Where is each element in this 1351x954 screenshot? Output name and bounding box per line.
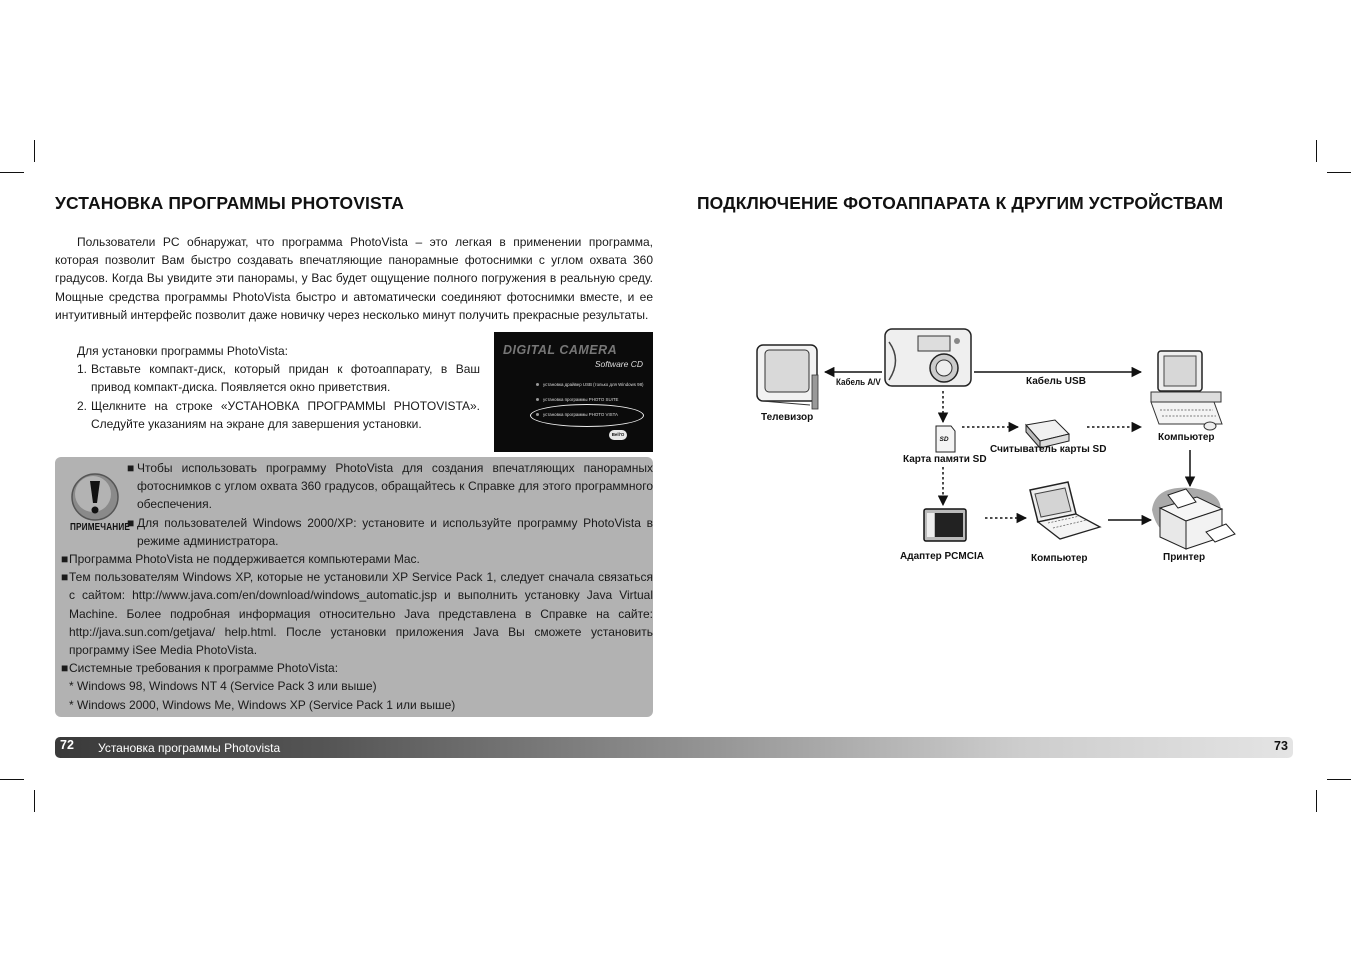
crop-mark [1316, 140, 1317, 162]
cd-menu-item: установка драйвер USB (только для Windows 98) [543, 382, 644, 387]
label-card-reader: Считыватель карты SD [990, 444, 1107, 455]
crop-mark [1327, 779, 1351, 780]
cd-menu-bullet [536, 398, 539, 401]
left-page-number: 72 [60, 738, 74, 752]
install-step [55, 397, 480, 433]
note-label: ПРИМЕЧАНИЕ [70, 521, 131, 533]
crop-mark [1316, 790, 1317, 812]
cd-menu-bullet [536, 383, 539, 386]
sd-logo-text: SD [939, 436, 949, 443]
note-bullet-text: Чтобы использовать программу PhotoVista для создания впечатляющих панорамных фотоснимков с углом охвата 360 градусов, обращайтесь к Справке для этого программного обеспечения. [137, 461, 653, 512]
laptop-icon [1030, 482, 1100, 539]
cd-logo: Bell'O [609, 430, 627, 440]
requirement-line: * Windows 98, Windows NT 4 (Service Pack 3 или выше) [69, 679, 377, 694]
note-bullet [61, 550, 653, 714]
note-bullet-text: Тем пользователям Windows XP, которые не установили XP Service Pack 1, следует сначала связаться с сайтом: http://www.java.com/en/download/windows_automatic.jsp и выполнить установку Java Virtual Machine. Более подробная информация относительно Java представлена в Справке на сайте: http://java.sun.com/getjava/ help.html. После установки приложения Java Вы сможете установить программу iSee Media PhotoVista. [69, 570, 653, 658]
note-bullet-text: Системные требования к программе PhotoVista: [69, 661, 339, 676]
note-bullet [127, 459, 653, 550]
step-text: Вставьте компакт-диск, который придан к фотоаппарату, в Ваш привод компакт-диска. Появляется окно приветствия. [91, 362, 480, 395]
crop-mark [0, 172, 24, 173]
pcmcia-adapter-icon [924, 509, 966, 541]
right-page-title: ПОДКЛЮЧЕНИЕ ФОТОАППАРАТА К ДРУГИМ УСТРОЙСТВАМ [697, 193, 1224, 213]
cd-menu-item: установка программы PHOTO VISTA [543, 412, 618, 417]
cd-title: DIGITAL CAMERA [503, 343, 618, 357]
right-page-number: 73 [1274, 739, 1288, 753]
warning-icon [70, 472, 120, 522]
label-usb-cable: Кабель USB [1026, 376, 1086, 387]
bullet-square-icon: ■ [61, 552, 69, 566]
intro-text: Пользователи PC обнаружат, что программа PhotoVista – это легкая в применении программа, которая позволит Вам быстро создавать впечатляющие панорамные фотоснимки с углом охвата 360 градусов. Когда Вы увидите эти панорамы, у Вас будет ощущение полного погружения в реальную среду. Мощные средства программы PhotoVista быстро и автоматически соединяют фотоснимки вместе, и ее интуитивный интерфейс позволит даже новичку через несколько минут получить прекрасные результаты. [55, 235, 653, 322]
bullet-square-icon: ■ [61, 570, 69, 585]
step-number: 2. [77, 398, 88, 413]
camera-icon [885, 329, 971, 386]
cd-highlight-ring [530, 404, 644, 427]
crop-mark [34, 140, 35, 162]
step-number: 1. [77, 362, 88, 377]
install-lead: Для установки программы PhotoVista: [77, 344, 289, 358]
sd-card-icon [936, 426, 955, 452]
tv-icon [757, 345, 818, 409]
install-step [55, 360, 480, 396]
cd-subtitle: Software CD [594, 359, 643, 369]
label-sd-card: Карта памяти SD [903, 454, 987, 465]
note-bullet-text: Для пользователей Windows 2000/XP: установите и используйте программу PhotoVista в режиме администратора. [137, 515, 653, 548]
bullet-square-icon: ■ [127, 461, 135, 475]
install-steps [55, 342, 480, 433]
step-text: Щелкните на строке «УСТАНОВКА ПРОГРАММЫ PHOTOVISTA». Следуйте указаниям на экране для завершения установки. [91, 398, 480, 431]
note-bullet-text: Программа PhotoVista не поддерживается компьютерами Mac. [69, 552, 420, 566]
bullet-square-icon: ■ [127, 515, 135, 530]
bullet-square-icon: ■ [61, 661, 69, 676]
label-laptop: Компьютер [1031, 553, 1088, 564]
printer-icon [1152, 488, 1235, 549]
crop-mark [34, 790, 35, 812]
footer-section-title: Установка программы Photovista [98, 741, 281, 755]
left-page-title: УСТАНОВКА ПРОГРАММЫ PHOTOVISTA [55, 193, 405, 213]
requirement-line: * Windows 2000, Windows Me, Windows XP (Service Pack 1 или выше) [69, 697, 456, 712]
crop-mark [0, 779, 24, 780]
label-av-cable: Кабель A/V [836, 377, 881, 388]
label-pcmcia: Адаптер PCMCIA [900, 551, 984, 562]
label-printer: Принтер [1163, 552, 1206, 563]
software-cd-screenshot [494, 332, 653, 452]
cd-menu-item: установка программы PHOTO SUITE [543, 397, 619, 402]
desktop-computer-icon [1151, 351, 1222, 430]
label-computer-top: Компьютер [1158, 432, 1215, 443]
crop-mark [1327, 172, 1351, 173]
intro-paragraph [55, 233, 653, 324]
label-tv: Телевизор [761, 412, 814, 423]
